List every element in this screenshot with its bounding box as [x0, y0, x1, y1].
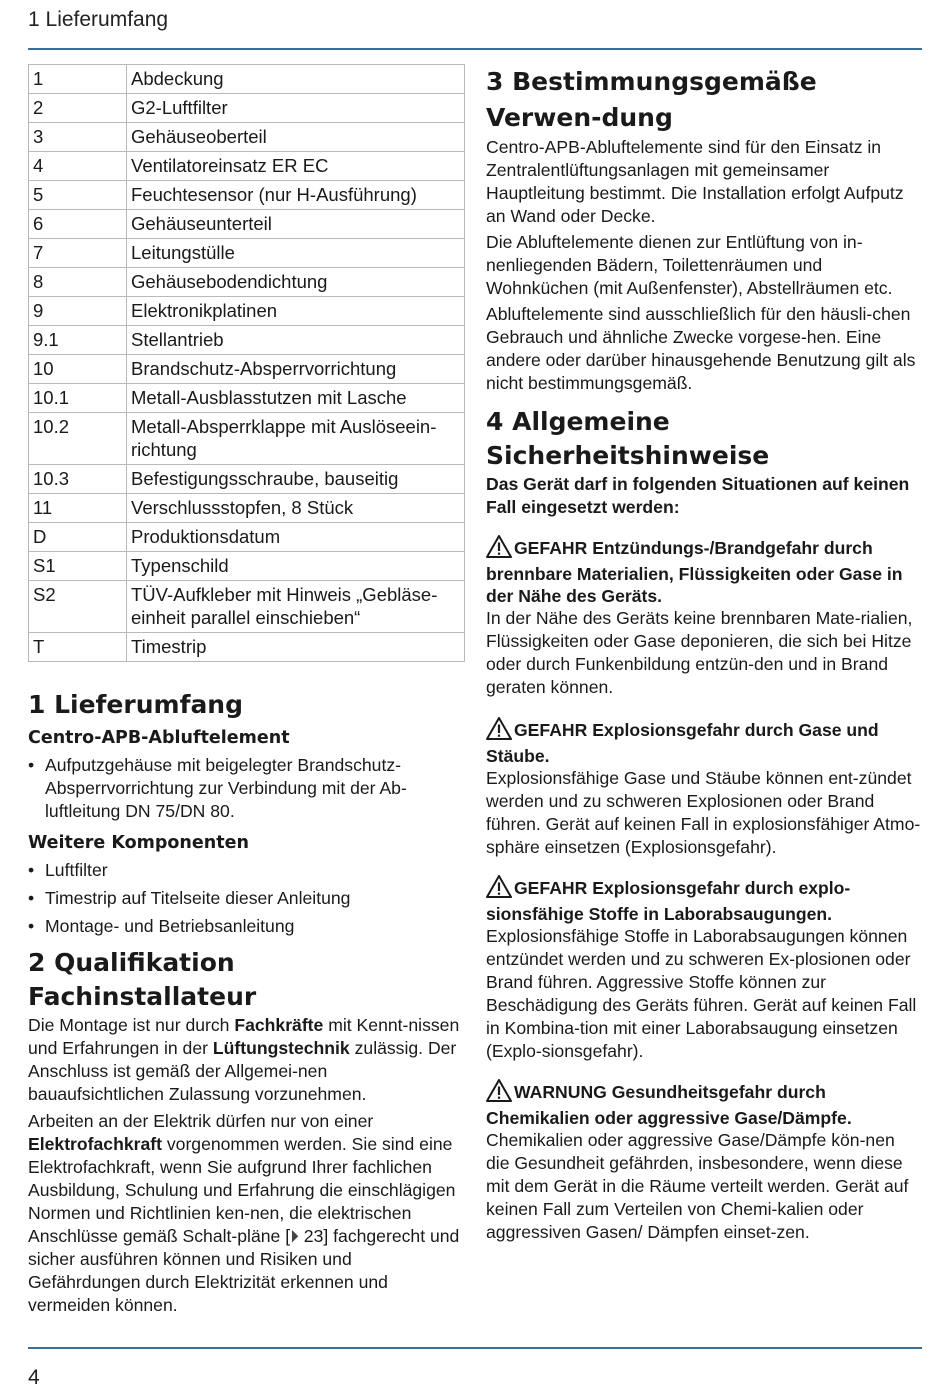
table-row [29, 297, 465, 326]
section-2-paragraph-1: Die Montage ist nur durch Fachkräfte mit Kennt-nissen und Erfahrungen in der Lüftungstechnik zulässig. Der Anschluss ist gemäß der Allgemei-nen bauaufsichtlichen Zulassung vorzunehmen. [28, 1015, 460, 1104]
part-label: Timestrip [127, 633, 465, 662]
table-row [29, 65, 465, 94]
part-label: Gehäusebodendichtung [127, 268, 465, 297]
table-row [29, 581, 465, 633]
part-number: 1 [29, 65, 127, 94]
warning-triangle-icon [486, 535, 512, 563]
left-column [28, 64, 466, 1317]
part-number: S2 [29, 581, 127, 633]
part-number: S1 [29, 552, 127, 581]
part-number: 6 [29, 210, 127, 239]
part-number: 8 [29, 268, 127, 297]
section-3-heading: 3 Bestimmungsgemäße Verwen-dung [486, 67, 817, 132]
part-label: Abdeckung [127, 65, 465, 94]
warning-body: Explosionsfähige Stoffe in Laborabsaugungen können entzündet werden und zu schweren Ex-plosionen oder Brand führen. Aggressive Stoffe können zur Beschädigung des Geräts führen. Gerät auf keinen Fall in Kombina-tion mit einer Laborabsaugung einsetzen (Explo-sionsgefahr). [486, 926, 917, 1061]
table-row [29, 210, 465, 239]
header-rule [28, 48, 922, 50]
table-row [29, 94, 465, 123]
subheading-centro: Centro-APB-Abluftelement [28, 728, 290, 748]
section-2-heading: 2 Qualifikation Fachinstallateur [28, 948, 257, 1011]
warning-title: GEFAHR Explosionsgefahr durch Gase und Stäube. [486, 717, 922, 767]
table-row [29, 523, 465, 552]
table-row [29, 465, 465, 494]
part-label: Elektronikplatinen [127, 297, 465, 326]
table-row [29, 633, 465, 662]
table-row [29, 384, 465, 413]
warning-triangle-icon [486, 1079, 512, 1107]
part-label: Typenschild [127, 552, 465, 581]
warning-block [486, 875, 922, 1063]
bullet-list-2 [28, 859, 466, 938]
warning-body: Explosionsfähige Gase und Stäube können ent-zündet werden und zu schweren Explosionen oder Brand führen. Gerät auf keinen Fall in explosionsfähiger Atmo-sphäre einsetzen (Explosionsgefahr). [486, 768, 921, 857]
footer-rule [28, 1347, 922, 1349]
warning-triangle-icon [486, 717, 512, 745]
table-row [29, 494, 465, 523]
part-number: 9 [29, 297, 127, 326]
section-4-intro: Das Gerät darf in folgenden Situationen auf keinen Fall eingesetzt werden: [486, 474, 910, 517]
warning-title: WARNUNG Gesundheitsgefahr durch Chemikalien oder aggressive Gase/Dämpfe. [486, 1079, 922, 1129]
bullet-list-1 [28, 754, 466, 823]
table-row [29, 152, 465, 181]
list-item: • Montage- und Betriebsanleitung [28, 916, 295, 936]
warning-triangle-icon [486, 875, 512, 903]
running-header: 1 Lieferumfang [28, 8, 169, 31]
list-item: • Aufputzgehäuse mit beigelegter Brandschutz-Absperrvorrichtung zur Verbindung mit der Ab-luftleitung DN 75/DN 80. [28, 755, 407, 821]
table-row [29, 552, 465, 581]
subheading-weitere: Weitere Komponenten [28, 833, 249, 853]
part-number: 11 [29, 494, 127, 523]
table-row [29, 268, 465, 297]
warning-title: GEFAHR Explosionsgefahr durch explo-sionsfähige Stoffe in Laborabsaugungen. [486, 875, 922, 925]
part-label: G2-Luftfilter [127, 94, 465, 123]
part-number: 4 [29, 152, 127, 181]
warning-block [486, 717, 922, 859]
section-3-paragraph: Abluftelemente sind ausschließlich für den häusli-chen Gebrauch und ähnliche Zwecke vorgese-hen. Eine andere oder darüber hinausgehende Benutzung gilt als nicht bestimmungsgemäß. [486, 304, 916, 393]
table-row [29, 123, 465, 152]
part-number: D [29, 523, 127, 552]
part-number: 9.1 [29, 326, 127, 355]
part-label: Metall-Ausblasstutzen mit Lasche [127, 384, 465, 413]
warning-block [486, 1079, 922, 1244]
part-label: Stellantrieb [127, 326, 465, 355]
warnings-list [486, 519, 922, 1244]
table-row [29, 326, 465, 355]
list-item: • Luftfilter [28, 860, 108, 880]
part-number: 10.3 [29, 465, 127, 494]
part-label: Metall-Absperrklappe mit Auslöseein-richtung [127, 413, 465, 465]
table-row [29, 413, 465, 465]
section-3-paragraph: Die Abluftelemente dienen zur Entlüftung von in-nenliegenden Bädern, Toilettenräumen und Wohnküchen (mit Außenfenster), Abstellräumen etc. [486, 232, 893, 298]
part-label: Produktionsdatum [127, 523, 465, 552]
part-label: Leitungstülle [127, 239, 465, 268]
part-number: 10.2 [29, 413, 127, 465]
part-number: 10 [29, 355, 127, 384]
warning-block [486, 535, 922, 699]
part-label: Feuchtesensor (nur H-Ausführung) [127, 181, 465, 210]
part-label: Gehäuseunterteil [127, 210, 465, 239]
parts-table [28, 64, 465, 662]
part-number: 3 [29, 123, 127, 152]
part-number: 5 [29, 181, 127, 210]
part-number: 7 [29, 239, 127, 268]
part-number: 10.1 [29, 384, 127, 413]
part-number: T [29, 633, 127, 662]
page-number: 4 [28, 1366, 40, 1389]
cross-reference-arrow-icon[interactable]: ⏵ [290, 1226, 299, 1246]
table-row [29, 239, 465, 268]
section-4-heading: 4 Allgemeine Sicherheitshinweise [486, 407, 770, 470]
table-row [29, 181, 465, 210]
part-label: Brandschutz-Absperrvorrichtung [127, 355, 465, 384]
warning-body: Chemikalien oder aggressive Gase/Dämpfe kön-nen die Gesundheit gefährden, insbesondere, wenn diese mit dem Gerät in die Räume verteilt werden. Gerät auf keinen Fall zum Verteilen von Chemi-kalien oder aggressiven Gasen/ Dämpfen einset-zen. [486, 1130, 909, 1242]
section-2-paragraph-2: Arbeiten an der Elektrik dürfen nur von einer Elektrofachkraft vorgenommen werden. Sie sind eine Elektrofachkraft, wenn Sie aufgrund Ihrer fachlichen Ausbildung, Schulung und Erfahrung die einschlägigen Normen und Richtlinien ken-nen, die elektrischen Anschlüsse gemäß Schalt-pläne [⏵ 23] fachgerecht und sicher ausführen können und Risiken und Gefährdungen durch Elektrizität erkennen und vermeiden können. [28, 1111, 460, 1315]
table-row [29, 355, 465, 384]
part-label: Ventilatoreinsatz ER EC [127, 152, 465, 181]
part-label: Verschlussstopfen, 8 Stück [127, 494, 465, 523]
list-item: • Timestrip auf Titelseite dieser Anleitung [28, 888, 351, 908]
part-label: Befestigungsschraube, bauseitig [127, 465, 465, 494]
part-number: 2 [29, 94, 127, 123]
section-1-heading: 1 Lieferumfang [28, 690, 244, 719]
warning-title: GEFAHR Entzündungs-/Brandgefahr durch brennbare Materialien, Flüssigkeiten oder Gase in der Nähe des Geräts. [486, 535, 922, 607]
warning-body: In der Nähe des Geräts keine brennbaren Mate-rialien, Flüssigkeiten oder Gase deponieren, die sich bei Hitze oder durch Funkenbildung entzün-den und in Brand geraten können. [486, 608, 913, 697]
right-column [486, 64, 922, 1244]
part-label: TÜV-Aufkleber mit Hinweis „Gebläse-einheit parallel einschieben“ [127, 581, 465, 633]
section-3-paragraph: Centro-APB-Abluftelemente sind für den Einsatz in Zentralentlüftungsanlagen mit gemeinsamer Hauptleitung bestimmt. Die Installation erfolgt Aufputz an Wand oder Decke. [486, 137, 904, 226]
part-label: Gehäuseoberteil [127, 123, 465, 152]
